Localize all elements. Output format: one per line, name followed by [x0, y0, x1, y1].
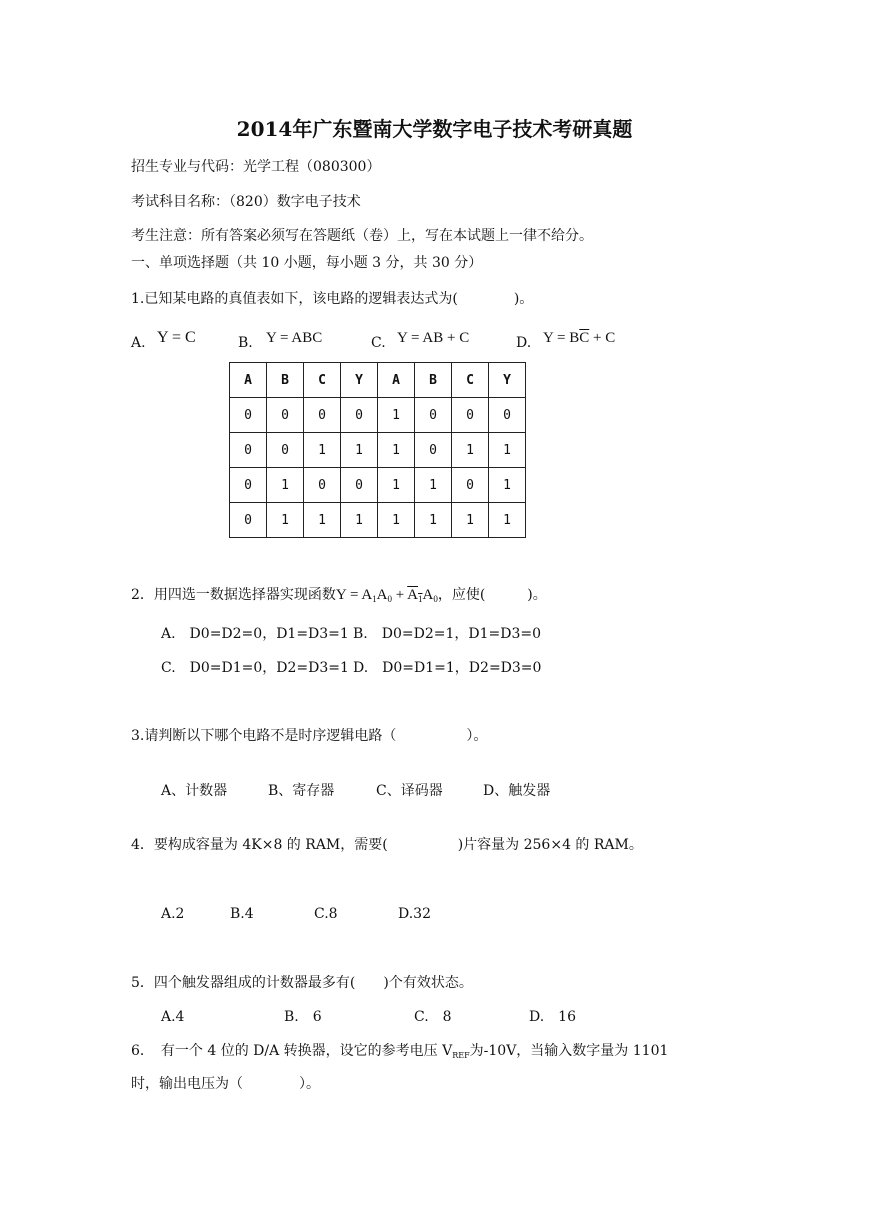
table-cell: 0 [230, 433, 267, 468]
table-cell: 0 [230, 468, 267, 503]
table-cell: 1 [489, 503, 526, 538]
table-header-cell: C [452, 363, 489, 398]
q3-stem: 3.请判断以下哪个电路不是时序逻辑电路（ ）。 [131, 728, 488, 744]
q5-option-a: A.4 [161, 1009, 185, 1025]
table-row [230, 503, 526, 538]
table-cell: 0 [341, 468, 378, 503]
q5-option-d: D. 16 [529, 1009, 576, 1025]
q5-option-b: B. 6 [284, 1009, 322, 1025]
major-line: 招生专业与代码：光学工程（080300） [131, 159, 381, 175]
table-cell: 0 [230, 398, 267, 433]
section-heading: 一、单项选择题（共 10 小题，每小题 3 分，共 30 分） [131, 255, 483, 271]
table-cell: 0 [304, 398, 341, 433]
table-cell: 1 [267, 503, 304, 538]
table-cell: 1 [304, 503, 341, 538]
table-cell: 1 [341, 433, 378, 468]
table-cell: 1 [452, 503, 489, 538]
table-cell: 0 [452, 398, 489, 433]
table-cell: 1 [378, 433, 415, 468]
q5-option-c: C. 8 [414, 1009, 452, 1025]
table-cell: 0 [267, 433, 304, 468]
table-cell: 0 [452, 468, 489, 503]
q2-option-d: D. D0=D1=1，D2=D3=0 [353, 660, 542, 676]
q2-stem: 2．用四选一数据选择器实现函数$Y = A_1A_0 + A_1A_0$，应使( )。 [131, 587, 547, 604]
table-cell: 0 [304, 468, 341, 503]
table-row [230, 468, 526, 503]
q1-stem: 1.已知某电路的真值表如下，该电路的逻辑表达式为( )。 [131, 291, 534, 307]
q4-stem: 4．要构成容量为 4K×8 的 RAM，需要( )片容量为 256×4 的 RAM。 [131, 837, 643, 853]
table-cell: 0 [415, 433, 452, 468]
q1-option-a: Y = C [157, 329, 196, 346]
table-row [230, 433, 526, 468]
table-cell: 1 [267, 468, 304, 503]
table-header-cell: C [304, 363, 341, 398]
q1-option-c: Y = AB + C [397, 330, 470, 346]
table-cell: 1 [304, 433, 341, 468]
q1-label-a: A. [131, 335, 146, 351]
table-header-cell: Y [489, 363, 526, 398]
q3-option-a: A、计数器 [161, 783, 228, 799]
q1-option-b: Y = ABC [266, 330, 323, 346]
q4-option-b: B.4 [230, 906, 254, 922]
table-cell: 1 [489, 468, 526, 503]
q1-label-b: B. [238, 335, 253, 351]
q4-option-d: D.32 [398, 906, 431, 922]
subject-line: 考试科目名称：（820）数字电子技术 [131, 194, 361, 210]
truth-table [229, 362, 526, 538]
page-title: 2014年广东暨南大学数字电子技术考研真题 [236, 117, 633, 141]
table-header-cell: Y [341, 363, 378, 398]
q3-option-b: B、寄存器 [268, 783, 335, 799]
table-cell: 1 [452, 433, 489, 468]
table-cell: 1 [415, 468, 452, 503]
q1-label-d: D. [516, 335, 532, 351]
q2-option-a: A. D0=D2=0，D1=D3=1 [161, 626, 349, 642]
table-cell: 0 [341, 398, 378, 433]
table-cell: 1 [341, 503, 378, 538]
table-cell: 0 [489, 398, 526, 433]
table-cell: 0 [267, 398, 304, 433]
q5-stem: 5．四个触发器组成的计数器最多有( )个有效状态。 [131, 975, 473, 991]
table-cell: 1 [415, 503, 452, 538]
table-cell: 0 [230, 503, 267, 538]
table-header-cell: B [267, 363, 304, 398]
table-cell: 1 [489, 433, 526, 468]
q4-option-c: C.8 [314, 906, 338, 922]
q4-option-a: A.2 [161, 906, 185, 922]
table-header-cell: A [230, 363, 267, 398]
q6-line2: 时，输出电压为（ ）。 [131, 1076, 320, 1092]
table-row [230, 398, 526, 433]
table-header-cell: A [378, 363, 415, 398]
q2-option-b: B. D0=D2=1，D1=D3=0 [353, 626, 542, 642]
table-cell: 1 [378, 468, 415, 503]
table-cell: 0 [415, 398, 452, 433]
q2-formula: $Y = A_1A_0 + A_1A_0$ [335, 587, 438, 604]
q2-option-c: C. D0=D1=0，D2=D3=1 [161, 660, 349, 676]
notice-line: 考生注意：所有答案必须写在答题纸（卷）上，写在本试题上一律不给分。 [131, 228, 593, 244]
q1-option-d: $Y = B\overline{C} + C$ [543, 330, 616, 346]
table-header-row [230, 363, 526, 398]
q3-option-d: D、触发器 [483, 783, 551, 799]
q3-option-c: C、译码器 [376, 783, 443, 799]
table-cell: 1 [378, 503, 415, 538]
q6-line1: 6． 有一个 4 位的 D/A 转换器，设它的参考电压 $V_{REF}$为-10V，当输入数字量为 1101 [131, 1043, 669, 1060]
table-header-cell: B [415, 363, 452, 398]
q1-label-c: C. [371, 335, 386, 351]
table-cell: 1 [378, 398, 415, 433]
